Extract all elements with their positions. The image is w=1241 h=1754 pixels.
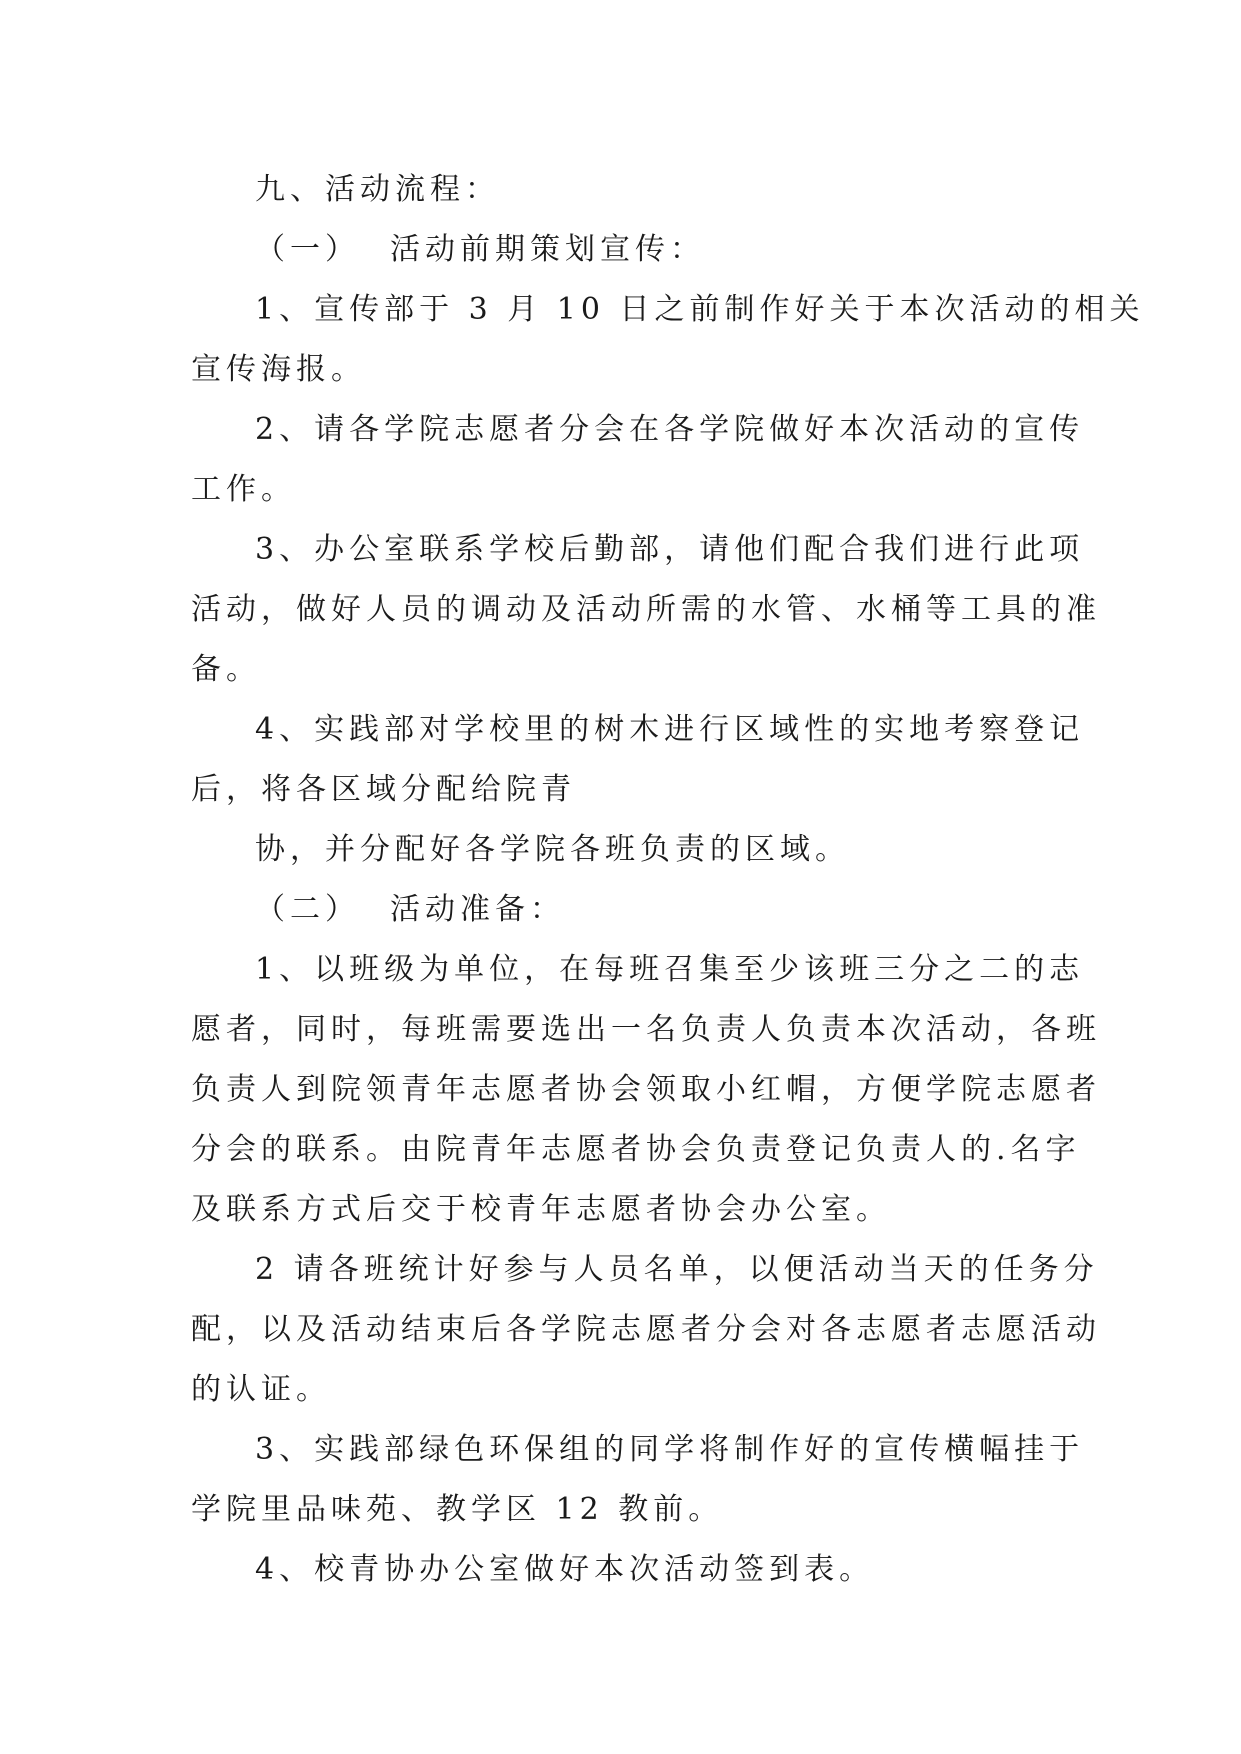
paragraph-line: 配，以及活动结束后各学院志愿者分会对各志愿者志愿活动 [191,1312,1101,1347]
paragraph-line: 3、办公室联系学校后勤部，请他们配合我们进行此项 [255,532,1085,567]
paragraph-line: 学院里品味苑、教学区 12 教前。 [191,1492,724,1527]
paragraph-line: 2、请各学院志愿者分会在各学院做好本次活动的宣传 [255,412,1085,447]
paragraph-line: 3、实践部绿色环保组的同学将制作好的宣传横幅挂于 [255,1432,1085,1467]
paragraph-line: 愿者，同时，每班需要选出一名负责人负责本次活动，各班 [191,1012,1101,1047]
paragraph-line: 4、校青协办公室做好本次活动签到表。 [255,1552,875,1587]
subsection-title: 活动前期策划宣传： [390,232,705,267]
section-heading: 九、活动流程： [255,172,500,207]
subsection-heading-2 [191,880,1061,940]
subsection-heading-1 [191,220,1061,280]
subsection-number: （二） [255,892,360,927]
paragraph-line: 4、实践部对学校里的树木进行区域性的实地考察登记 [255,712,1085,747]
paragraph-line: 后，将各区域分配给院青 [191,772,576,807]
paragraph-line: 负责人到院领青年志愿者协会领取小红帽，方便学院志愿者 [191,1072,1101,1107]
paragraph-line: 备。 [191,652,261,687]
document-page [191,160,1145,1600]
paragraph-line: 2 请各班统计好参与人员名单，以便活动当天的任务分 [255,1252,1099,1287]
paragraph-line: 协，并分配好各学院各班负责的区域。 [255,832,850,867]
paragraph-line: 及联系方式后交于校青年志愿者协会办公室。 [191,1192,891,1227]
paragraph-line: 分会的联系。由院青年志愿者协会负责登记负责人的.名字 [191,1132,1081,1167]
paragraph-line: 1、宣传部于 3 月 10 日之前制作好关于本次活动的相关 [255,292,1145,327]
paragraph-line: 工作。 [191,472,296,507]
paragraph-line: 的认证。 [191,1372,331,1407]
paragraph-line: 宣传海报。 [191,352,366,387]
subsection-number: （一） [255,232,360,267]
paragraph-line: 活动，做好人员的调动及活动所需的水管、水桶等工具的准 [191,592,1101,627]
subsection-title: 活动准备： [390,892,565,927]
paragraph-line: 1、以班级为单位，在每班召集至少该班三分之二的志 [255,952,1085,987]
